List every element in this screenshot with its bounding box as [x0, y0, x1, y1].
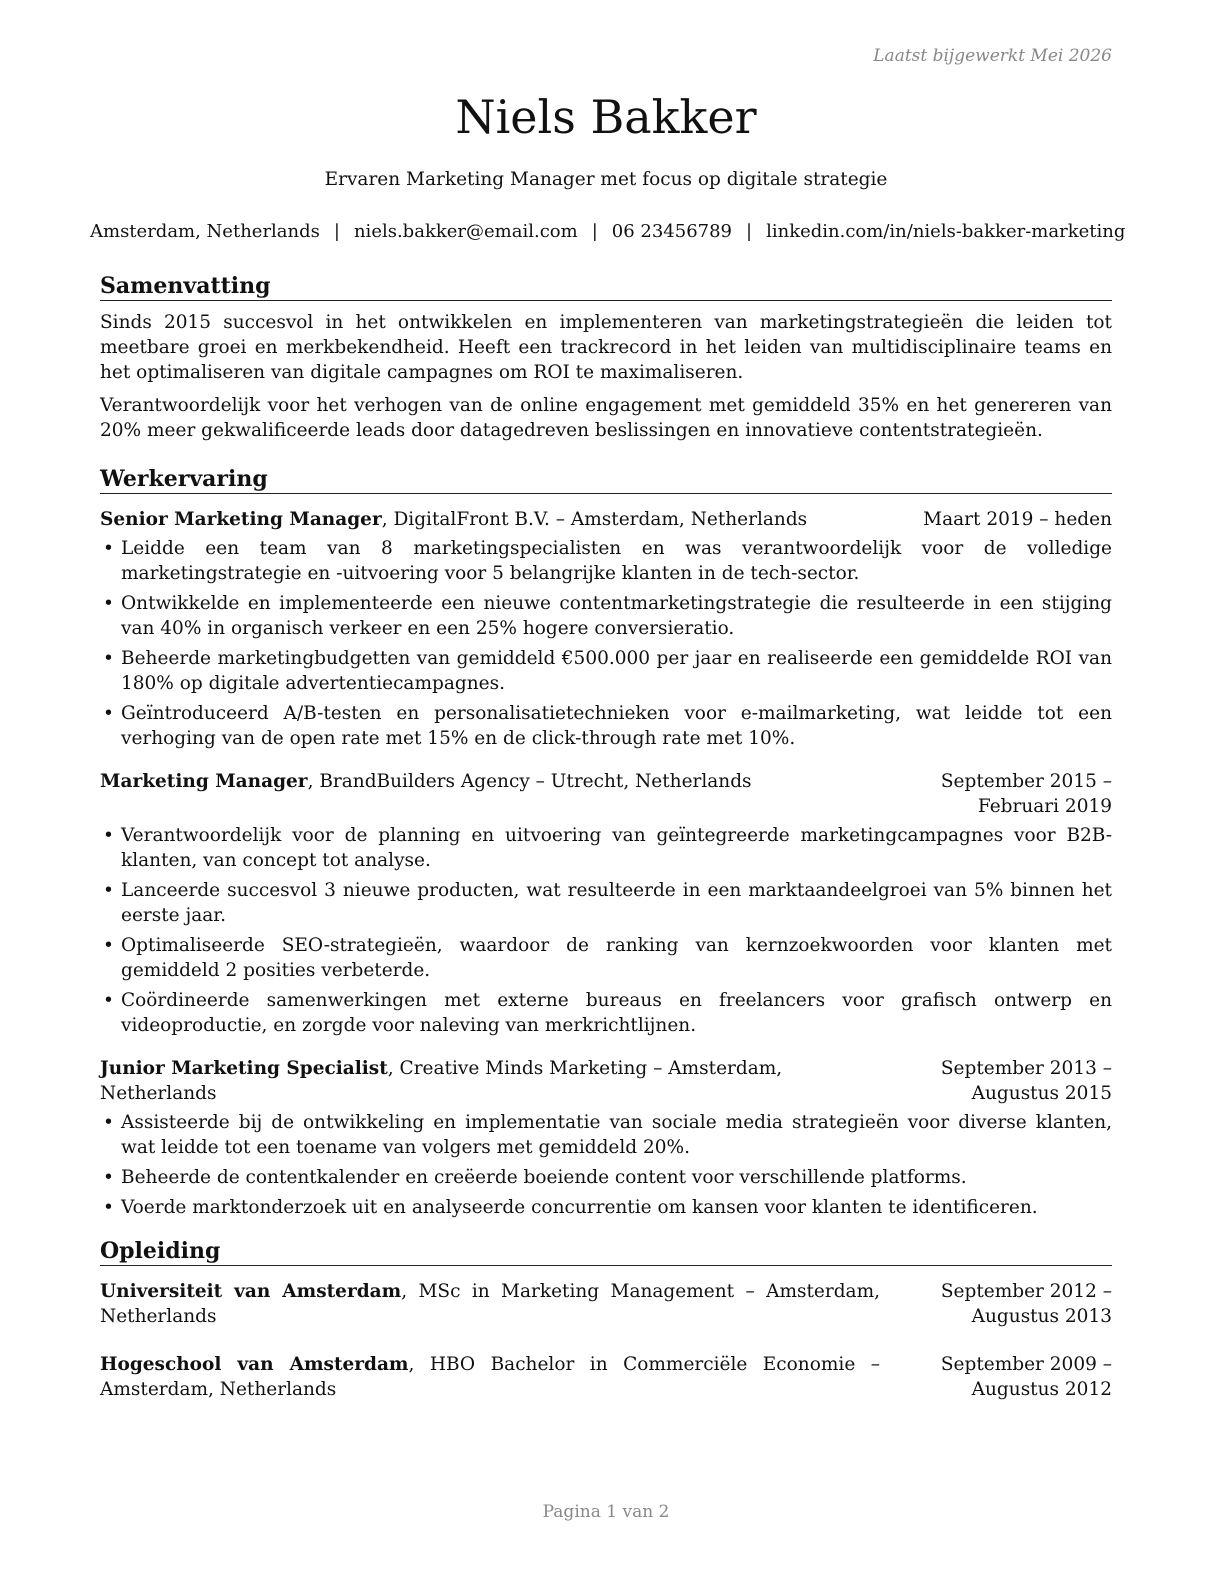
- education-line: [100, 1352, 880, 1402]
- list-item: • Coördineerde samenwerkingen met externe bureaus en freelancers voor grafisch ontwerp en videoproductie, en zorgde voor naleving van merkrichtlijnen.: [100, 988, 1112, 1038]
- separator: |: [591, 221, 598, 242]
- education-line: [100, 1279, 880, 1329]
- tagline: Ervaren Marketing Manager met focus op digitale strategie: [324, 169, 888, 190]
- education-section: [100, 1237, 1112, 1402]
- list-item: • Lanceerde succesvol 3 nieuwe producten, wat resulteerde in een marktaandeelgroei van 5% binnen het eerste jaar.: [100, 878, 1112, 928]
- contact-line: [90, 219, 1126, 244]
- job-role: Senior Marketing Manager: [100, 509, 382, 530]
- education-dates: September 2012 – Augustus 2013: [940, 1281, 1112, 1327]
- job-role: Junior Marketing Specialist: [100, 1058, 388, 1079]
- job-company: , Creative Minds Marketing – Amsterdam, Netherlands: [100, 1058, 783, 1104]
- job-dates: Maart 2019 – heden: [923, 509, 1112, 530]
- education-entry: [100, 1279, 1112, 1329]
- job-header: [100, 507, 1112, 532]
- list-item: • Verantwoordelijk voor de planning en uitvoering van geïntegreerde marketingcampagnes voor B2B-klanten, van concept tot analyse.: [100, 823, 1112, 873]
- page-number: Pagina 1 van 2: [542, 1502, 670, 1522]
- job-bullets: [100, 823, 1112, 1038]
- summary-paragraph: Verantwoordelijk voor het verhogen van de online engagement met gemiddeld 35% en het genereren van 20% meer gekwalificeerde leads door datagedreven beslissingen en innovatieve contentstrategieën.: [100, 395, 1112, 441]
- section-title-education: Opleiding: [100, 1237, 1112, 1266]
- education-detail: , HBO Bachelor in Commerciële Economie – Amsterdam, Netherlands: [100, 1354, 880, 1400]
- list-item: • Voerde marktonderzoek uit en analyseerde concurrentie om kansen voor klanten te identificeren.: [100, 1195, 1112, 1220]
- summary-section: [100, 272, 1112, 443]
- list-item: • Beheerde de contentkalender en creëerde boeiende content voor verschillende platforms.: [100, 1165, 1112, 1190]
- list-item: • Optimaliseerde SEO-strategieën, waardoor de ranking van kernzoekwoorden voor klanten met gemiddeld 2 posities verbeterde.: [100, 933, 1112, 983]
- list-item: • Assisteerde bij de ontwikkeling en implementatie van sociale media strategieën voor diverse klanten, wat leidde tot een toename van volgers met gemiddeld 20%.: [100, 1110, 1112, 1160]
- contact-linkedin[interactable]: linkedin.com/in/niels-bakker-marketing: [766, 221, 1126, 242]
- job-company: , DigitalFront B.V. – Amsterdam, Netherlands: [381, 509, 808, 530]
- list-item: • Ontwikkelde en implementeerde een nieuwe contentmarketingstrategie die resulteerde in een stijging van 40% in organisch verkeer en een 25% hogere conversieratio.: [100, 591, 1112, 641]
- last-updated: Laatst bijgewerkt Mei 2026: [873, 46, 1112, 66]
- list-item: • Geïntroduceerd A/B-testen en personalisatietechnieken voor e-mailmarketing, wat leidde tot een verhoging van de open rate met 15% en de click-through rate met 10%.: [100, 701, 1112, 751]
- job-bullets: [100, 1110, 1112, 1220]
- job-header: [100, 769, 1112, 819]
- summary-paragraph: Sinds 2015 succesvol in het ontwikkelen en implementeren van marketingstrategieën die leiden tot meetbare groei en merkbekendheid. Heeft een trackrecord in het leiden van multidisciplinaire teams en het optimaliseren van digitale campagnes om ROI te maximaliseren.: [100, 312, 1112, 383]
- contact-email[interactable]: niels.bakker@email.com: [353, 221, 578, 242]
- job-dates: September 2015 – Februari 2019: [940, 771, 1112, 817]
- list-item: • Beheerde marketingbudgetten van gemiddeld €500.000 per jaar en realiseerde een gemiddelde ROI van 180% op digitale advertentiecampagnes.: [100, 646, 1112, 696]
- school-name: Universiteit van Amsterdam: [100, 1281, 402, 1302]
- job-entry: [100, 507, 1112, 751]
- list-item: • Leidde een team van 8 marketingspecialisten en was verantwoordelijk voor de volledige marketingstrategie en -uitvoering voor 5 belangrijke klanten in de tech-sector.: [100, 536, 1112, 586]
- education-entry: [100, 1352, 1112, 1402]
- job-dates: September 2013 – Augustus 2015: [940, 1058, 1112, 1104]
- job-title-line: [100, 1056, 877, 1106]
- section-title-experience: Werkervaring: [100, 465, 1112, 494]
- job-company: , BrandBuilders Agency – Utrecht, Netherlands: [307, 771, 752, 792]
- job-title-line: [100, 769, 877, 794]
- job-role: Marketing Manager: [100, 771, 308, 792]
- separator: |: [746, 221, 753, 242]
- job-bullets: [100, 536, 1112, 751]
- experience-section: [100, 465, 1112, 1225]
- contact-location: Amsterdam, Netherlands: [90, 221, 320, 242]
- contact-phone[interactable]: 06 23456789: [611, 221, 733, 242]
- separator: |: [333, 221, 340, 242]
- section-title-summary: Samenvatting: [100, 272, 1112, 301]
- job-entry: [100, 769, 1112, 1038]
- education-detail: , MSc in Marketing Management – Amsterdam, Netherlands: [100, 1281, 880, 1327]
- job-entry: [100, 1056, 1112, 1220]
- school-name: Hogeschool van Amsterdam: [100, 1354, 409, 1375]
- job-title-line: [100, 507, 877, 532]
- education-dates: September 2009 – Augustus 2012: [940, 1354, 1112, 1400]
- candidate-name: Niels Bakker: [455, 90, 757, 144]
- job-header: [100, 1056, 1112, 1106]
